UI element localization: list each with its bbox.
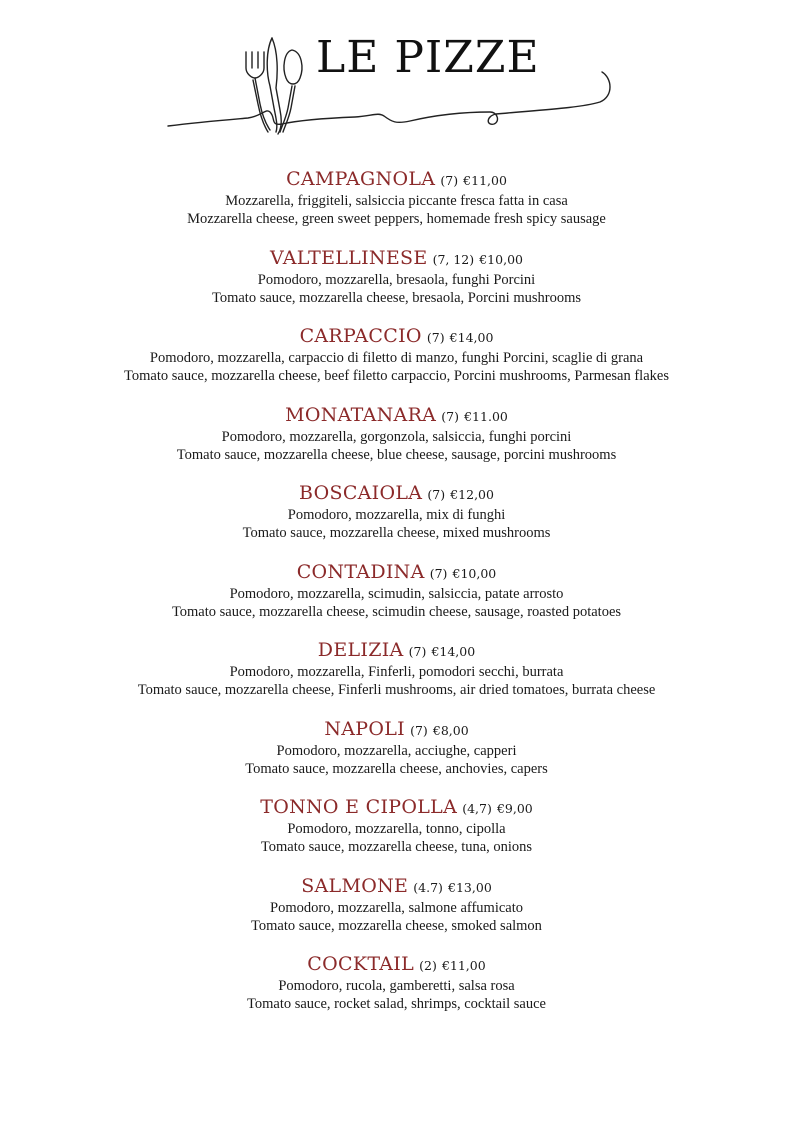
- item-description-it: Pomodoro, mozzarella, tonno, cipolla: [287, 821, 506, 837]
- menu-item-salmone: [0, 873, 793, 952]
- item-description-it: Pomodoro, mozzarella, carpaccio di filetto di manzo, funghi Porcini, scaglie di grana: [149, 350, 644, 366]
- item-name: TONNO E CIPOLLA: [260, 796, 458, 818]
- item-description-it: Pomodoro, rucola, gamberetti, salsa rosa: [278, 978, 515, 994]
- item-description-it: Pomodoro, mozzarella, scimudin, salsiccia, patate arrosto: [229, 585, 564, 602]
- menu-item-boscaiola: [0, 480, 793, 559]
- item-description-en: Tomato sauce, mozzarella cheese, mixed mushrooms: [242, 525, 551, 541]
- item-allergens: (7): [410, 722, 428, 738]
- item-price: €12,00: [450, 487, 494, 502]
- item-price: €14,00: [449, 330, 494, 345]
- item-description-it: Pomodoro, mozzarella, salmone affumicato: [270, 899, 523, 916]
- item-allergens: (4.7): [413, 879, 443, 895]
- item-description-en: Tomato sauce, mozzarella cheese, blue cheese, sausage, porcini mushrooms: [176, 446, 617, 463]
- item-description-en: Tomato sauce, mozzarella cheese, smoked salmon: [251, 917, 542, 934]
- item-description-en: Mozzarella cheese, green sweet peppers, homemade fresh spicy sausage: [187, 211, 606, 227]
- item-description-it: Pomodoro, mozzarella, bresaola, funghi Porcini: [257, 271, 536, 288]
- item-description-it: Pomodoro, mozzarella, acciughe, capperi: [276, 742, 517, 759]
- item-price: €10,00: [452, 565, 497, 581]
- item-name: COCKTAIL: [307, 953, 415, 975]
- item-price: €13,00: [448, 879, 492, 895]
- item-allergens: (7): [441, 408, 460, 424]
- item-description-it: Pomodoro, mozzarella, gorgonzola, salsiccia, funghi porcini: [221, 428, 572, 445]
- item-description-it: Pomodoro, mozzarella, mix di funghi: [287, 507, 506, 523]
- item-price: €10,00: [479, 251, 523, 267]
- item-name: CONTADINA: [296, 560, 425, 583]
- menu-item-cocktail: [0, 951, 793, 1030]
- item-name: CAMPAGNOLA: [286, 168, 436, 190]
- pizza-menu-list: [0, 166, 793, 1030]
- item-name: BOSCAIOLA: [299, 482, 423, 504]
- item-allergens: (7): [427, 487, 446, 502]
- item-allergens: (7, 12): [432, 251, 475, 267]
- item-description-en: Tomato sauce, mozzarella cheese, bresaola, Porcini mushrooms: [211, 289, 581, 306]
- item-allergens: (4,7): [462, 801, 492, 816]
- item-name: DELIZIA: [317, 639, 404, 661]
- item-allergens: (7): [426, 330, 445, 345]
- item-allergens: (7): [440, 173, 459, 188]
- menu-item-tonno-e-cipolla: [0, 794, 793, 873]
- item-description-en: Tomato sauce, mozzarella cheese, scimudin cheese, sausage, roasted potatoes: [171, 603, 622, 620]
- menu-item-campagnola: [0, 166, 793, 245]
- menu-item-valtellinese: [0, 245, 793, 324]
- item-price: €11,00: [441, 958, 486, 973]
- menu-item-contadina: [0, 559, 793, 638]
- item-description-en: Tomato sauce, mozzarella cheese, anchovies, capers: [245, 760, 548, 777]
- item-allergens: (7): [429, 565, 448, 581]
- item-description-en: Tomato sauce, mozzarella cheese, beef filetto carpaccio, Porcini mushrooms, Parmesan flakes: [124, 368, 669, 384]
- item-price: €8,00: [432, 722, 469, 738]
- item-description-it: Mozzarella, friggiteli, salsiccia piccante fresca fatta in casa: [225, 193, 568, 209]
- item-description-it: Pomodoro, mozzarella, Finferli, pomodori secchi, burrata: [229, 664, 564, 680]
- item-price: €14,00: [431, 644, 476, 659]
- item-price: €11.00: [464, 408, 508, 424]
- item-allergens: (2): [419, 958, 437, 973]
- item-allergens: (7): [408, 644, 427, 659]
- item-name: CARPACCIO: [299, 325, 422, 347]
- menu-item-carpaccio: [0, 323, 793, 402]
- page-title: LE PIZZE: [316, 32, 540, 83]
- item-price: €9,00: [496, 801, 533, 816]
- item-name: SALMONE: [301, 874, 409, 897]
- item-description-en: Tomato sauce, mozzarella cheese, Finferli mushrooms, air dried tomatoes, burrata cheese: [137, 682, 656, 698]
- menu-item-delizia: [0, 637, 793, 716]
- item-price: €11,00: [463, 173, 507, 188]
- item-description-en: Tomato sauce, mozzarella cheese, tuna, onions: [260, 839, 533, 855]
- item-description-en: Tomato sauce, rocket salad, shrimps, cocktail sauce: [247, 996, 546, 1012]
- menu-header: [0, 0, 793, 150]
- item-name: VALTELLINESE: [270, 246, 428, 269]
- menu-item-napoli: [0, 716, 793, 795]
- item-name: NAPOLI: [324, 717, 405, 740]
- menu-item-monatanara: [0, 402, 793, 481]
- item-name: MONATANARA: [285, 403, 437, 426]
